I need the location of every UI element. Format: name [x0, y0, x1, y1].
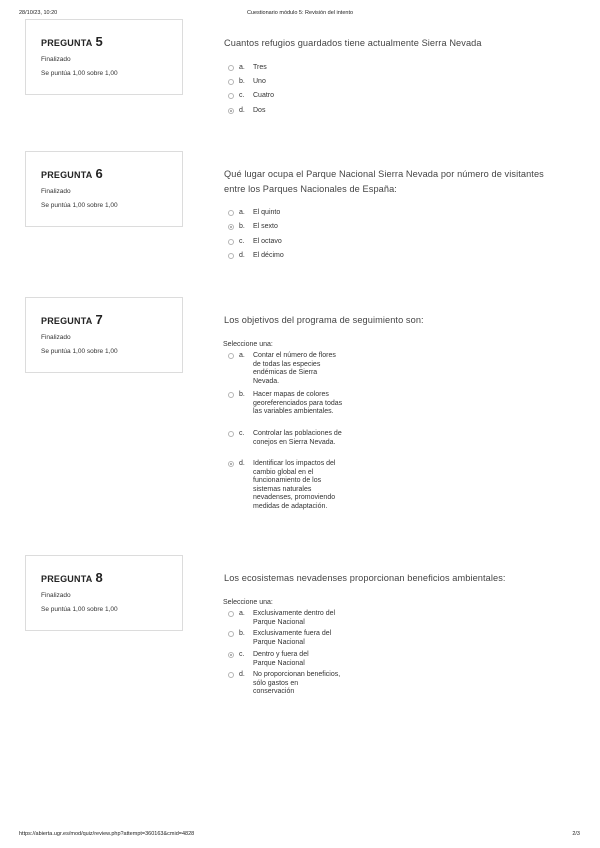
question-title: PREGUNTA 6: [41, 166, 103, 181]
radio-icon[interactable]: [228, 631, 234, 637]
radio-selected-icon[interactable]: [228, 108, 234, 114]
radio-icon[interactable]: [228, 253, 234, 259]
question-info-6: [25, 151, 183, 227]
radio-icon[interactable]: [228, 79, 234, 85]
radio-icon[interactable]: [228, 392, 234, 398]
question-text-5: Cuantos refugios guardados tiene actualmente Sierra Nevada: [224, 38, 482, 48]
question-state: Finalizado: [41, 56, 71, 63]
question-grade: Se puntúa 1,00 sobre 1,00: [41, 348, 118, 355]
radio-icon[interactable]: [228, 611, 234, 617]
question-title: PREGUNTA 8: [41, 570, 103, 585]
radio-icon[interactable]: [228, 431, 234, 437]
question-grade: Se puntúa 1,00 sobre 1,00: [41, 606, 118, 613]
question-text-6: Qué lugar ocupa el Parque Nacional Sierra Nevada por número de visitantes entre los Parques Nacionales de España:: [224, 169, 544, 194]
question-text-7: Los objetivos del programa de seguimiento son:: [224, 315, 424, 325]
question-title: PREGUNTA 7: [41, 312, 103, 327]
radio-icon[interactable]: [228, 65, 234, 71]
question-text-8: Los ecosistemas nevadenses proporcionan beneficios ambientales:: [224, 573, 506, 583]
print-page-title: Cuestionario módulo 5: Revisión del intento: [246, 10, 354, 16]
question-info-7: [25, 297, 183, 373]
question-grade: Se puntúa 1,00 sobre 1,00: [41, 202, 118, 209]
question-grade: Se puntúa 1,00 sobre 1,00: [41, 70, 118, 77]
question-info-5: [25, 19, 183, 95]
question-state: Finalizado: [41, 188, 71, 195]
question-title: PREGUNTA 5: [41, 34, 103, 49]
radio-selected-icon[interactable]: [228, 461, 234, 467]
print-datetime: 28/10/23, 10:20: [19, 10, 58, 16]
radio-selected-icon[interactable]: [228, 224, 234, 230]
radio-selected-icon[interactable]: [228, 652, 234, 658]
radio-icon[interactable]: [228, 353, 234, 359]
radio-icon[interactable]: [228, 210, 234, 216]
radio-icon[interactable]: [228, 93, 234, 99]
question-state: Finalizado: [41, 334, 71, 341]
radio-icon[interactable]: [228, 672, 234, 678]
question-state: Finalizado: [41, 592, 71, 599]
question-info-8: [25, 555, 183, 631]
select-prompt: Seleccione una:: [223, 599, 273, 606]
radio-icon[interactable]: [228, 239, 234, 245]
print-url: https://abierta.ugr.es/mod/quiz/review.php?attempt=360163&cmid=4828: [19, 831, 195, 837]
select-prompt: Seleccione una:: [223, 341, 273, 348]
print-page-number: 2/3: [572, 831, 580, 837]
